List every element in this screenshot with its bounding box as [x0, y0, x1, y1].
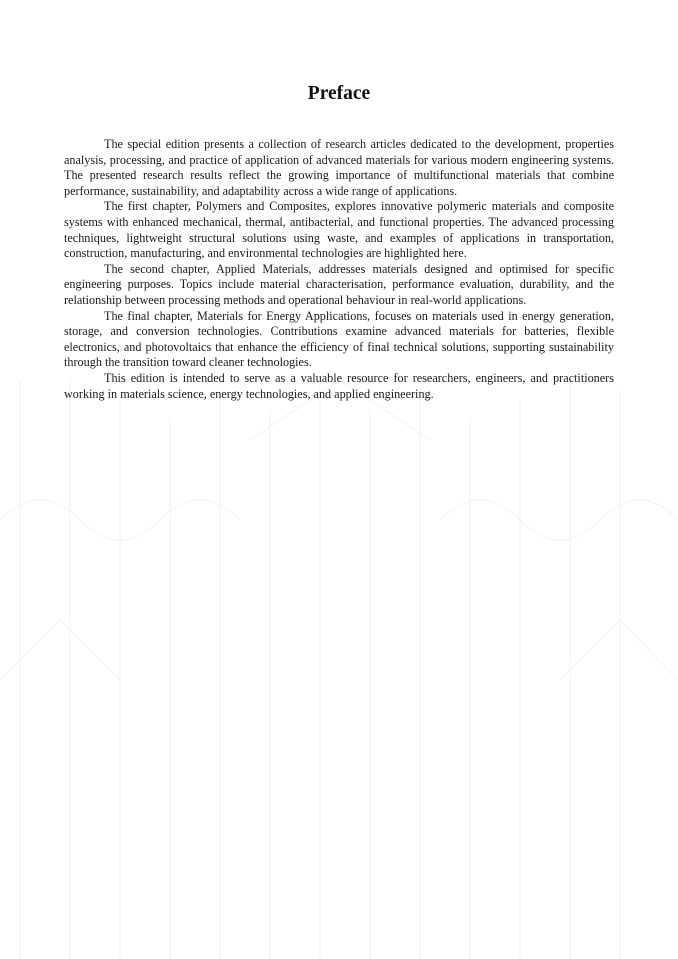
paragraph-polymers-and-composites: The first chapter, Polymers and Composites, explores innovative polymeric materials and composite systems with enhanced mechanical, thermal, antibacterial, and functional properties. The advanced processing techniques, lightweight structural solutions using waste, and examples of applications in transportation, construction, manufacturing, and environmental technologies are highlighted here.: [64, 199, 614, 261]
background-pattern-watermark: [0, 380, 678, 959]
preface-body: [64, 137, 614, 402]
paragraph-closing: This edition is intended to serve as a valuable resource for researchers, engineers, and practitioners working in materials science, energy technologies, and applied engineering.: [64, 370, 614, 401]
page-title: Preface: [307, 83, 371, 104]
paragraph-introduction: The special edition presents a collection of research articles dedicated to the development, properties analysis, processing, and practice of application of advanced materials for various modern engineering systems. The presented research results reflect the growing importance of multifunctional materials that combine performance, sustainability, and adaptability across a wide range of applications.: [64, 137, 614, 198]
paragraph-applied-materials: The second chapter, Applied Materials, addresses materials designed and optimised for specific engineering purposes. Topics include material characterisation, performance evaluation, durability, and the relationship between processing methods and operational behaviour in real-world applications.: [64, 261, 614, 307]
paragraph-energy-applications: The final chapter, Materials for Energy Applications, focuses on materials used in energy generation, storage, and conversion technologies. Contributions examine advanced materials for batteries, flexible electronics, and photovoltaics that enhance the efficiency of final technical solutions, supporting sustainability through the transition toward cleaner technologies.: [64, 308, 614, 370]
